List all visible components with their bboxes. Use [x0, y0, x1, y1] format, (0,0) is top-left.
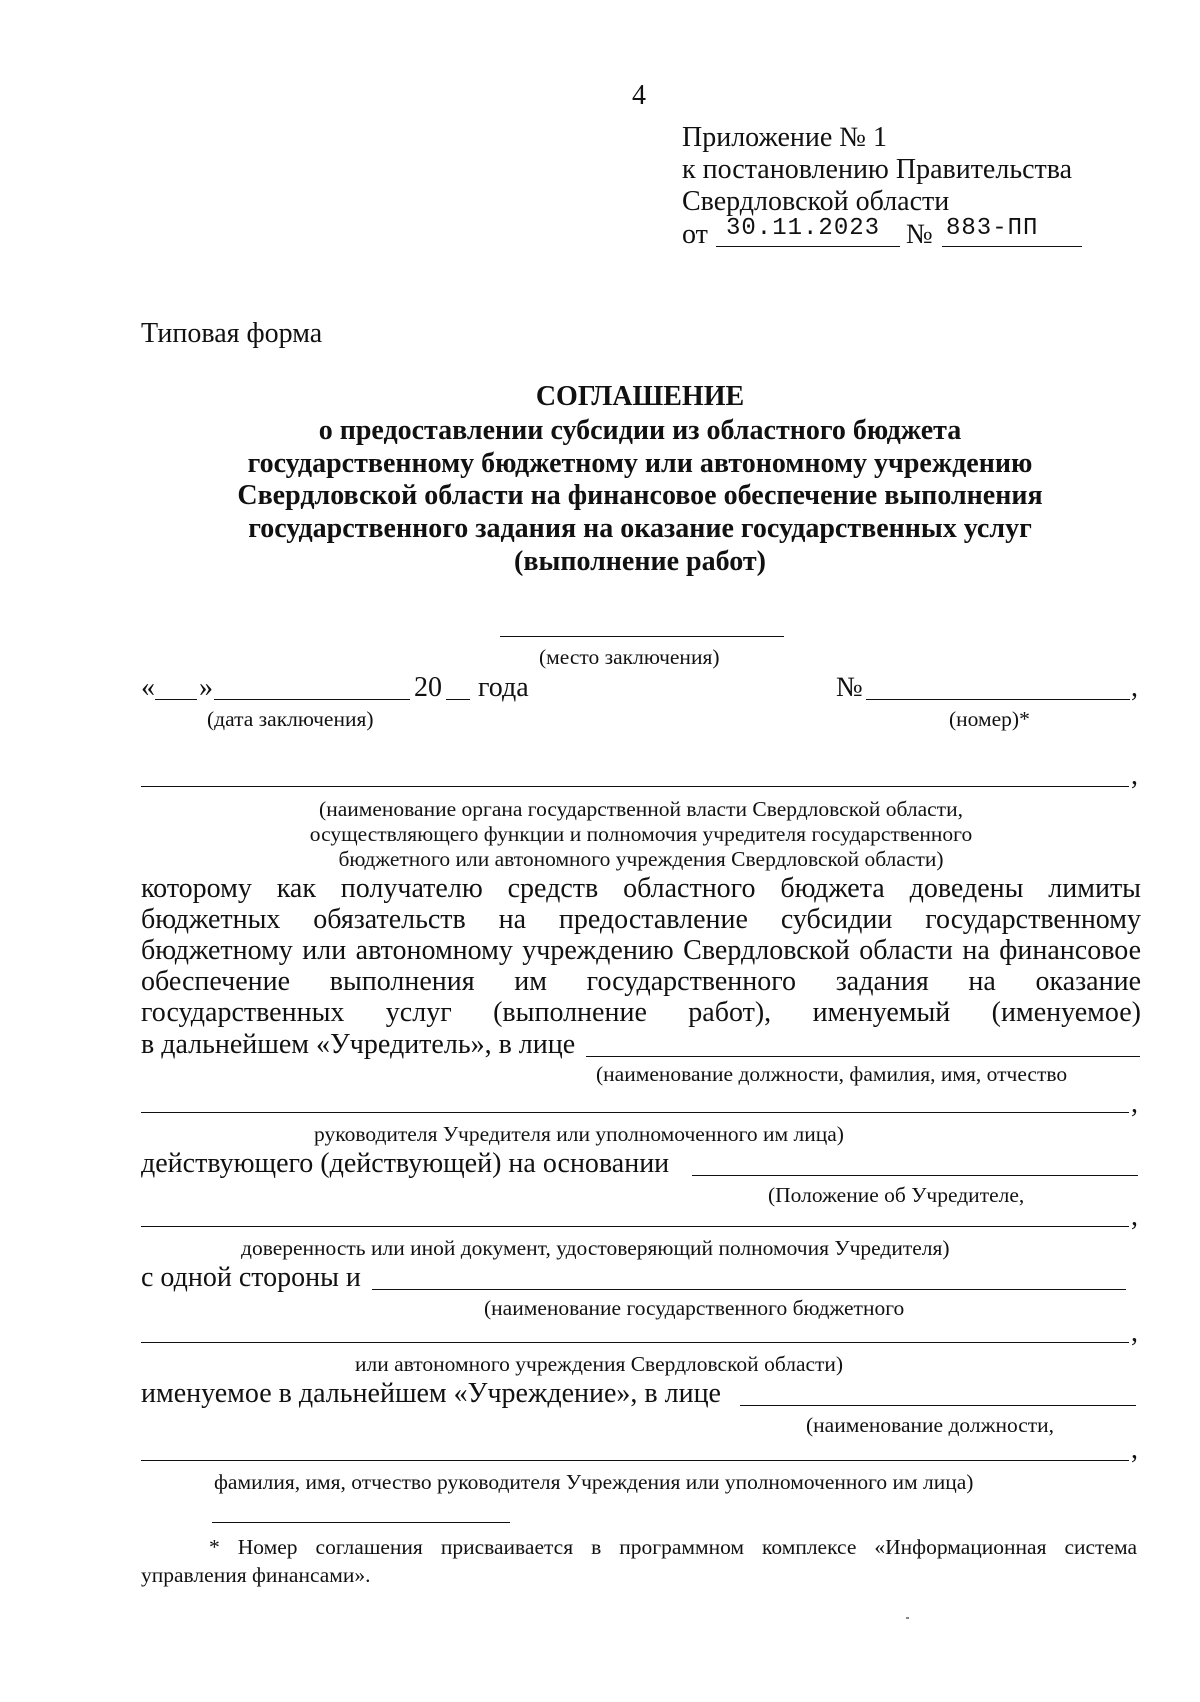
founder-head-caption-1: (наименование должности, фамилия, имя, отчество	[596, 1062, 1068, 1086]
authority-caption-1: (наименование органа государственной власти Свердловской области,	[319, 797, 963, 821]
footnote	[141, 1533, 1137, 1589]
institution-caption-2: или автономного учреждения Свердловской области)	[355, 1352, 844, 1376]
founder-head-underline	[586, 1056, 1140, 1057]
heading-line-5: (выполнение работ)	[514, 546, 766, 577]
institution-comma: ,	[1131, 1317, 1138, 1348]
date-caption: (дата заключения)	[207, 707, 374, 731]
date-underline	[716, 246, 900, 247]
number-sign: №	[836, 672, 863, 703]
authority-caption-3: бюджетного или автономного учреждения Свердловской области)	[338, 847, 944, 871]
founder-head-comma: ,	[1131, 1088, 1138, 1119]
institution-head-caption-2: фамилия, имя, отчество руководителя Учреждения или уполномоченного им лица)	[214, 1470, 974, 1494]
body-line-6: в дальнейшем «Учредитель», в лице	[141, 1029, 576, 1060]
agreement-title: СОГЛАШЕНИЕ	[535, 381, 745, 412]
founder-head-underline-2	[141, 1112, 1129, 1113]
month-underline	[214, 699, 410, 700]
number-comma: ,	[1131, 672, 1138, 703]
scan-speck	[906, 1617, 909, 1619]
institution-head-underline	[740, 1405, 1136, 1406]
founder-head-caption-2: руководителя Учредителя или уполномоченного им лица)	[314, 1122, 844, 1146]
acting-basis-text: действующего (действующей) на основании	[141, 1148, 670, 1179]
one-side-text: с одной стороны и	[141, 1262, 361, 1293]
footnote-text: * Номер соглашения присваивается в программном комплексе «Информационная система управления финансами».	[141, 1535, 1137, 1587]
body-line-1: которому как получателю средств областного бюджета доведены лимиты	[141, 873, 1141, 904]
footnote-separator	[212, 1522, 510, 1523]
date-close-quote: »	[199, 672, 213, 703]
basis-comma: ,	[1131, 1201, 1138, 1232]
body-line-5: государственных услуг (выполнение работ), именуемый (именуемое)	[141, 997, 1141, 1028]
appendix-number-prefix: №	[906, 219, 933, 250]
appendix-line-2: к постановлению Правительства	[682, 154, 1073, 185]
heading-line-1: о предоставлении субсидии из областного бюджета	[318, 415, 962, 446]
appendix-date-prefix: от	[682, 219, 708, 250]
year-suffix: года	[478, 672, 529, 703]
resolution-date: 30.11.2023	[726, 215, 881, 242]
body-line-3: бюджетному или автономному учреждению Свердловской области на финансовое	[141, 935, 1141, 966]
body-line-4: обеспечение выполнения им государственного задания на оказание	[141, 966, 1141, 997]
basis-caption-2: доверенность или иной документ, удостоверяющий полномочия Учредителя)	[241, 1236, 950, 1260]
authority-comma: ,	[1131, 760, 1138, 791]
heading-line-4: государственного задания на оказание государственных услуг	[248, 513, 1032, 544]
basis-underline-2	[141, 1226, 1129, 1227]
heading-line-2: государственному бюджетному или автономному учреждению	[247, 448, 1033, 479]
year-underline	[446, 699, 470, 700]
appendix-title: Приложение № 1	[682, 122, 887, 153]
appendix-line-3: Свердловской области	[682, 186, 950, 217]
body-line-2: бюджетных обязательств на предоставление субсидии государственному	[141, 904, 1141, 935]
day-underline	[155, 699, 197, 700]
resolution-number: 883-ПП	[946, 215, 1039, 242]
agreement-number-underline	[866, 699, 1130, 700]
heading-line-3: Свердловской области на финансовое обеспечение выполнения	[237, 480, 1043, 511]
institution-head-caption-1: (наименование должности,	[806, 1413, 1055, 1437]
year-prefix: 20	[414, 672, 442, 703]
institution-head-comma: ,	[1131, 1434, 1138, 1465]
basis-caption-1: (Положение об Учредителе,	[768, 1183, 1025, 1207]
institution-head-underline-2	[141, 1460, 1129, 1461]
authority-underline	[141, 786, 1129, 787]
institution-caption-1: (наименование государственного бюджетного	[484, 1296, 905, 1320]
number-underline	[942, 246, 1082, 247]
institution-underline-2	[141, 1342, 1129, 1343]
basis-underline	[692, 1175, 1138, 1176]
place-underline	[500, 636, 784, 637]
page-number: 4	[632, 80, 646, 111]
number-caption: (номер)*	[949, 707, 1030, 731]
place-caption: (место заключения)	[539, 645, 720, 669]
form-label: Типовая форма	[141, 318, 323, 349]
named-institution-text: именуемое в дальнейшем «Учреждение», в лице	[141, 1378, 721, 1409]
date-open-quote: «	[141, 672, 155, 703]
authority-caption-2: осуществляющего функции и полномочия учредителя государственного	[309, 822, 973, 846]
institution-underline	[372, 1289, 1126, 1290]
